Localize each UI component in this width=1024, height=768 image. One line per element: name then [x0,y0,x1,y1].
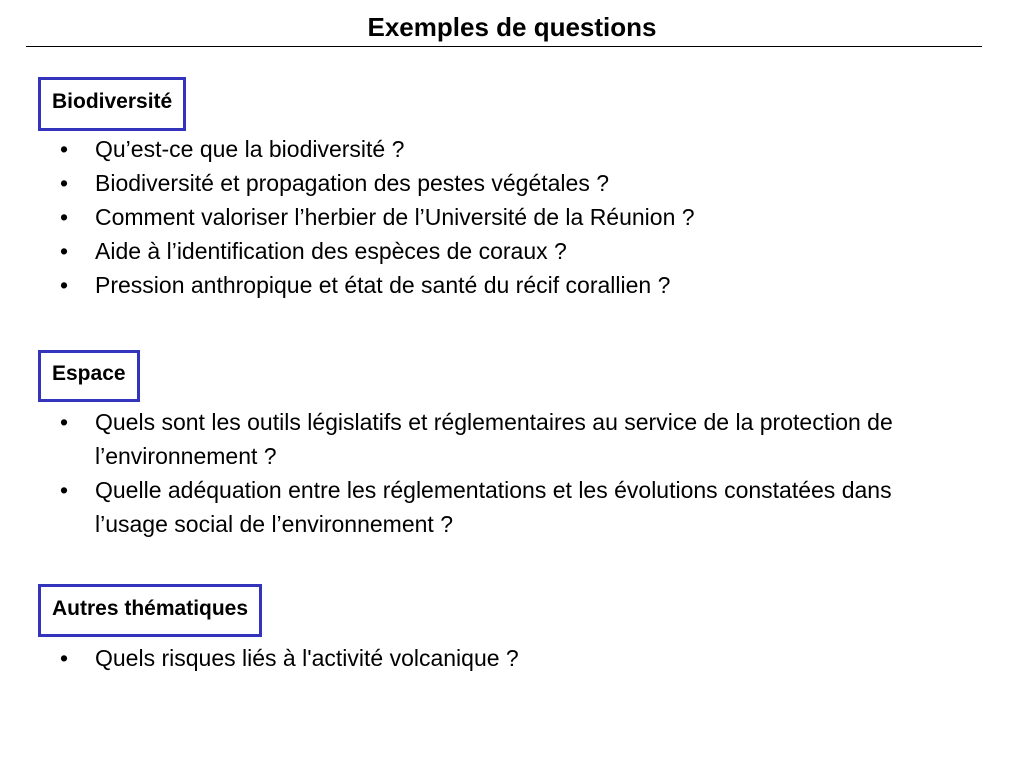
bullet-icon: • [60,238,69,264]
list-item [0,132,960,166]
question-text: Qu’est-ce que la biodiversité ? [95,136,405,162]
list-item [0,234,960,268]
slide-title: Exemples de questions [367,12,657,42]
question-text: Aide à l’identification des espèces de coraux ? [95,238,567,264]
bullet-icon: • [60,477,69,503]
question-list-autres-thematiques [0,641,960,675]
bullet-icon: • [60,645,69,671]
question-text: Pression anthropique et état de santé du récif corallien ? [95,272,671,298]
question-text: Quelle adéquation entre les réglementations et les évolutions constatées dans l’usage social de l’environnement ? [95,477,892,537]
question-text: Comment valoriser l’herbier de l’Université de la Réunion ? [95,204,695,230]
list-item [0,166,960,200]
list-item [0,405,960,473]
question-list-espace [0,405,960,541]
bullet-icon: • [60,204,69,230]
title-divider [26,46,982,47]
question-text: Quels sont les outils législatifs et réglementaires au service de la protection de l’environnement ? [95,409,893,469]
question-list-biodiversite [0,132,960,302]
list-item [0,641,960,675]
section-heading-autres-thematiques: Autres thématiques [38,584,262,637]
section-heading-biodiversite: Biodiversité [38,77,186,131]
bullet-icon: • [60,409,69,435]
list-item [0,268,960,302]
question-text: Quels risques liés à l'activité volcanique ? [95,645,519,671]
bullet-icon: • [60,170,69,196]
question-text: Biodiversité et propagation des pestes végétales ? [95,170,609,196]
bullet-icon: • [60,272,69,298]
bullet-icon: • [60,136,69,162]
list-item [0,200,960,234]
list-item [0,473,960,541]
section-heading-espace: Espace [38,350,140,402]
